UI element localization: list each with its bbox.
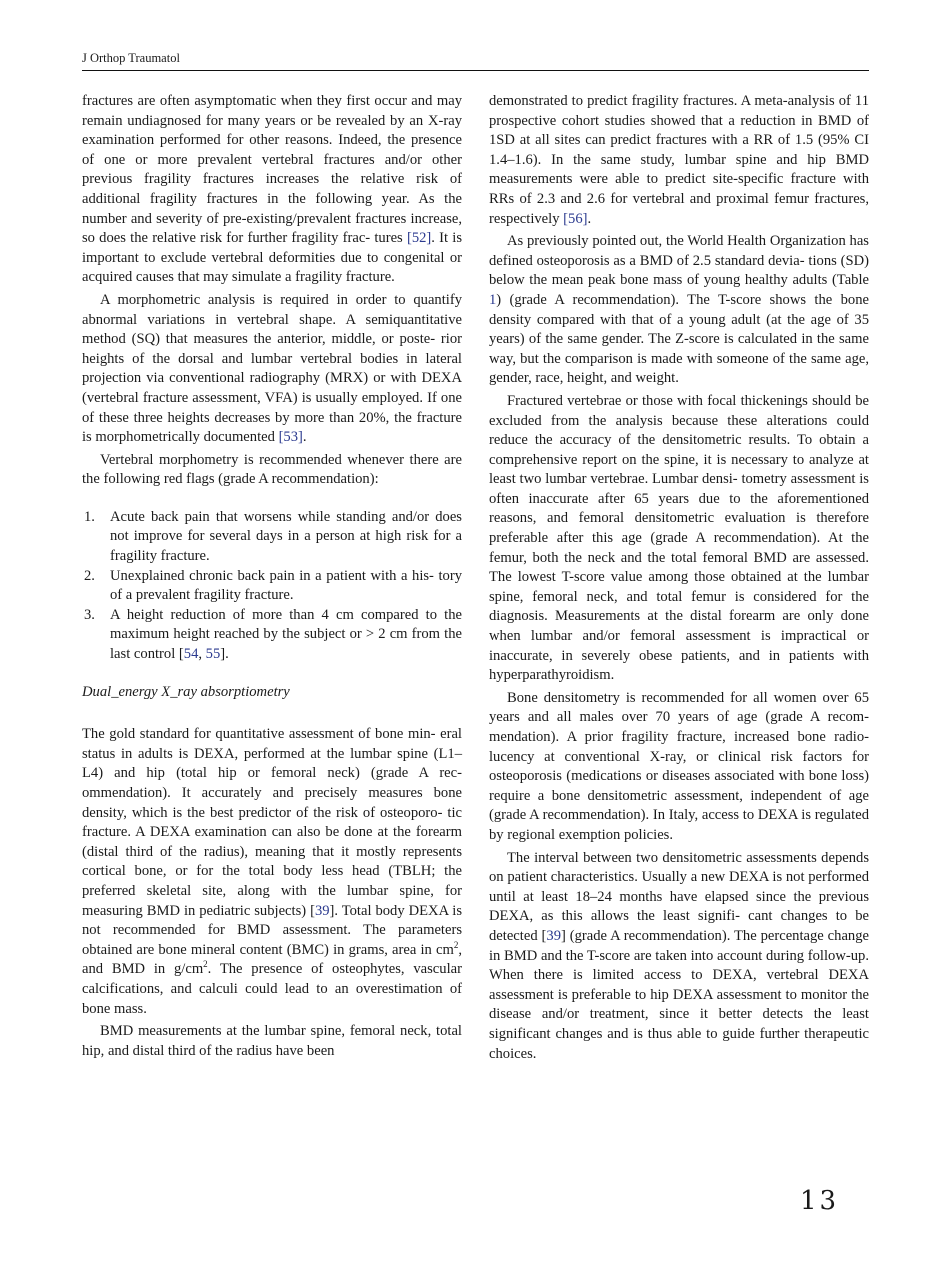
text: ]. Total body DEXA is not recommended for BMD assessment. The parameters obtained are bone mineral content (BMC) in grams, area in cm (82, 902, 463, 958)
citation-link[interactable]: [53] (278, 429, 303, 446)
text: A morphometric analysis is required in order to quantify abnormal variations in vertebral shape. A semiquantitative method (SQ) that measures the anterior, middle, or poste- rior heights of the dorsal and lumbar vertebral bodies in lateral projection via conventional radiography (MRX) or with DEXA (vertebral fracture assessment, VFA) is usually employed. If one of these three heights decreases by more than 20%, the fracture is morphometrically documented (82, 291, 462, 446)
text: . (587, 210, 592, 227)
text: The interval between two densitometric assessments depends on patient characteristics. Usually a new DEXA is not performed until at least 18–24 months have elapsed since the previous DEXA, as this allows the least signifi- cant changes to be detected [ (489, 849, 869, 944)
text: The gold standard for quantitative assessment of bone min- eral status in adults is DEXA, performed at the lumbar spine (L1–L4) and hip (total hip or femoral neck) (grade A rec- ommendation). It accurately and precisely measures bone density, which is the best predictor of the risk of osteoporo- tic fracture. A DEXA examination can also be done at the forearm (distal third of the radius), meaning that it mostly represents cortical bone, or for the total body less head (TBLH; the preferred skeletal site, along with the lumbar spine, for measuring BMD in pediatric subjects) [ (82, 726, 462, 919)
text: , (198, 646, 206, 663)
header-rule (82, 70, 869, 71)
list-item (82, 508, 462, 567)
citation-link[interactable]: 39 (546, 927, 561, 944)
list-text: Unexplained chronic back pain in a patient with a his- tory of a prevalent fragility fracture. (110, 567, 462, 604)
right-column (489, 92, 869, 1067)
citation-link[interactable]: 39 (314, 902, 330, 919)
paragraph (82, 92, 462, 288)
citation-link[interactable]: 54 (183, 646, 199, 663)
paragraph (489, 849, 869, 1065)
paragraph: Vertebral morphometry is recommended whenever there are the following red flags (grade A recommendation): (82, 451, 462, 488)
paragraph (82, 291, 462, 448)
citation-link[interactable]: [56] (563, 210, 588, 227)
section-heading: Dual_energy X_ray absorptiometry (82, 683, 290, 700)
table-link[interactable]: 1 (489, 291, 497, 308)
list-number: 2. (84, 567, 95, 584)
page-number: 13 (800, 1186, 840, 1216)
paragraph: Fractured vertebrae or those with focal thickenings should be excluded from the analysis because these alterations could reduce the accuracy of the densitometric results. To obtain a comprehensive report on the spine, it is necessary to analyze at least two lumbar vertebrae. Lumbar densi- tometry assessment is often inaccurate after 65 years due to the aforementioned reasons, and femoral densitometric evaluation is therefore preferable after this age (grade A recommendation). At the femur, both the neck and the total femoral BMD are assessed. The lowest T-score value among those obtained at the lumbar spine, femoral neck, and total femur is considered for the diagnosis. Measurements at the distal forearm are only done when lumbar and/or femoral assessment is impractical or inaccurate, in severely obese patients, and in patients with hyperparathyroidism. (489, 392, 869, 684)
text: . (302, 429, 307, 446)
text: fractures are often asymptomatic when they first occur and may remain undiagnosed for many years or be revealed by an X-ray examination performed for other reasons. Indeed, the presence of one or more prevalent vertebral fractures and/or other previous fragility fractures increases the relative risk of additional fragility fractures in the following year. As the number and severity of pre-existing/prevalent fractures increase, so does the relative risk for further fragility frac- tures (82, 93, 462, 247)
list-item (82, 606, 462, 665)
journal-header: J Orthop Traumatol (82, 51, 180, 65)
paragraph (489, 92, 869, 229)
text: demonstrated to predict fragility fractures. A meta-analysis of 11 prospective cohort studies showed that a reduction in BMD of 1SD at all sites can predict fractures with a RR of 1.5 (95% CI 1.4–1.6). In the same study, lumbar spine and hip BMD measurements were able to predict site-specific fracture with RRs of 2.3 and 2.6 for vertebral and proximal femur fractures, respectively (489, 93, 869, 227)
list-text: A height reduction of more than 4 cm compared to the maximum height reached by the subject or > 2 cm from the last control [ (110, 606, 462, 663)
list-item (82, 567, 462, 606)
citation-link[interactable]: [52] (406, 230, 432, 247)
text: ] (grade A recommendation). The percentage change in BMD and the T-score are taken into account during follow-up. When there is limited access to DEXA, vertebral DEXA assessment is preferable to hip DEXA assessment to monitor the disease and/or treatment, since it better detects the least significant changes and is thus able to guide further therapeutic choices. (489, 927, 869, 1062)
paragraph: BMD measurements at the lumbar spine, femoral neck, total hip, and distal third of the radius have been (82, 1023, 462, 1059)
list-number: 1. (84, 508, 95, 525)
text: . It is important to exclude vertebral deformities due to congenital or acquired causes that may simulate a fragility fracture. (82, 230, 462, 286)
red-flags-list (82, 508, 462, 665)
list-text: Acute back pain that worsens while standing and/or does not improve for several days in a person at high risk for a fragility fracture. (110, 508, 462, 565)
text: ]. (220, 646, 229, 663)
paragraph (82, 725, 462, 1019)
text: , and BMD in g/cm (82, 941, 462, 978)
paragraph (489, 232, 869, 389)
list-number: 3. (84, 606, 95, 623)
text: ) (grade A recommendation). The T-score shows the bone density compared with that of a young adult (at the age of 35 years) of the same gender. The Z-score is calculated in the same way, but the comparison is made with someone of the same age, gender, race, height, and weight. (489, 291, 869, 387)
text: As previously pointed out, the World Health Organization has defined osteoporosis as a BMD of 2.5 standard devia- tions (SD) below the mean peak bone mass of young healthy adults (Table (489, 233, 869, 289)
left-column (82, 92, 462, 1064)
text: . The presence of osteophytes, vascular calcifications, and calculi could lead to an overestimation of bone mass. (82, 961, 462, 1017)
superscript: 2 (203, 959, 208, 970)
citation-link[interactable]: 55 (205, 646, 221, 663)
superscript: 2 (453, 939, 459, 950)
paragraph: Bone densitometry is recommended for all women over 65 years and all males over 70 years of age (grade A recom- mendation). A prior fragility fracture, increased bone radio- lucency at conventional X-ray, or clinical risk factors for osteoporosis (medications or diseases associated with bone loss) require a bone densitometric assessment, independent of age (grade A recommendation). In Italy, access to DEXA is regulated by regional exemption policies. (489, 689, 869, 843)
